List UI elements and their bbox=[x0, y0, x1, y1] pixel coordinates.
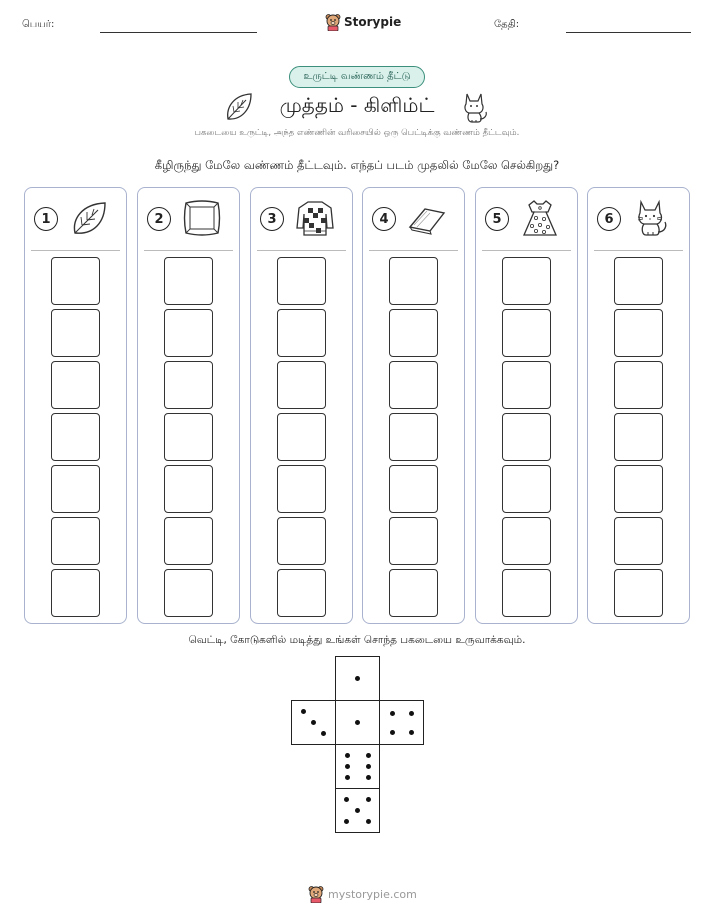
dice-dot bbox=[345, 775, 350, 780]
color-box[interactable] bbox=[51, 413, 100, 461]
column-number: 5 bbox=[485, 207, 509, 231]
color-box[interactable] bbox=[614, 413, 663, 461]
color-box[interactable] bbox=[502, 517, 551, 565]
column-6 bbox=[587, 187, 690, 624]
color-box[interactable] bbox=[277, 517, 326, 565]
color-box[interactable] bbox=[51, 309, 100, 357]
color-box[interactable] bbox=[389, 413, 438, 461]
color-box[interactable] bbox=[164, 413, 213, 461]
dice-dot bbox=[366, 764, 371, 769]
color-box[interactable] bbox=[164, 465, 213, 513]
color-box[interactable] bbox=[277, 257, 326, 305]
dice-dot bbox=[355, 720, 360, 725]
color-box[interactable] bbox=[614, 309, 663, 357]
column-divider bbox=[369, 250, 458, 251]
color-box[interactable] bbox=[277, 309, 326, 357]
color-box[interactable] bbox=[502, 569, 551, 617]
dice-dot bbox=[345, 753, 350, 758]
dice-dot bbox=[344, 797, 349, 802]
color-box[interactable] bbox=[51, 569, 100, 617]
color-box[interactable] bbox=[164, 569, 213, 617]
column-divider bbox=[594, 250, 683, 251]
dice-face-6 bbox=[335, 744, 380, 789]
color-box[interactable] bbox=[164, 257, 213, 305]
column-4 bbox=[362, 187, 465, 624]
dice-dot bbox=[409, 730, 414, 735]
color-box[interactable] bbox=[502, 361, 551, 409]
dice-dot bbox=[321, 731, 326, 736]
page-title: முத்தம் - கிளிம்ட் bbox=[279, 93, 435, 117]
column-3 bbox=[250, 187, 353, 624]
color-box[interactable] bbox=[614, 517, 663, 565]
dice-face-1 bbox=[335, 700, 380, 745]
column-number: 2 bbox=[147, 207, 171, 231]
column-number: 3 bbox=[260, 207, 284, 231]
sweater-icon bbox=[295, 198, 335, 238]
color-box[interactable] bbox=[389, 517, 438, 565]
leaf-icon bbox=[69, 198, 109, 238]
cat-icon bbox=[632, 198, 672, 238]
date-line bbox=[566, 32, 691, 33]
dice-dot bbox=[390, 730, 395, 735]
color-box[interactable] bbox=[389, 465, 438, 513]
color-box[interactable] bbox=[51, 517, 100, 565]
cut-instruction: வெட்டி, கோடுகளில் மடித்து உங்கள் சொந்த பகடையை உருவாக்கவும். bbox=[188, 634, 526, 646]
dice-dot bbox=[355, 808, 360, 813]
column-divider bbox=[144, 250, 233, 251]
color-box[interactable] bbox=[502, 413, 551, 461]
dice-dot bbox=[366, 819, 371, 824]
dice-dot bbox=[366, 753, 371, 758]
dice-face-4 bbox=[379, 700, 424, 745]
column-2 bbox=[137, 187, 240, 624]
bear-icon bbox=[325, 13, 341, 31]
dice-dot bbox=[366, 797, 371, 802]
column-divider bbox=[31, 250, 120, 251]
pillow-icon bbox=[182, 198, 222, 238]
title-row bbox=[0, 88, 714, 126]
footer-url: mystorypie.com bbox=[328, 887, 417, 901]
color-box[interactable] bbox=[389, 361, 438, 409]
column-divider bbox=[257, 250, 346, 251]
activity-badge: உருட்டி வண்ணம் தீட்டு bbox=[289, 66, 425, 88]
color-box[interactable] bbox=[51, 465, 100, 513]
brand-name: Storypie bbox=[344, 15, 402, 29]
color-box[interactable] bbox=[614, 465, 663, 513]
color-box[interactable] bbox=[51, 361, 100, 409]
dice-dot bbox=[301, 709, 306, 714]
color-box[interactable] bbox=[389, 569, 438, 617]
cat-icon bbox=[460, 90, 490, 124]
dice-dot bbox=[355, 676, 360, 681]
color-box[interactable] bbox=[502, 257, 551, 305]
bear-icon bbox=[308, 885, 324, 903]
color-box[interactable] bbox=[614, 361, 663, 409]
dice-dot bbox=[366, 775, 371, 780]
column-divider bbox=[482, 250, 571, 251]
name-line bbox=[100, 32, 257, 33]
date-label: தேதி: bbox=[494, 19, 520, 30]
color-box[interactable] bbox=[389, 309, 438, 357]
column-number: 6 bbox=[597, 207, 621, 231]
color-box[interactable] bbox=[389, 257, 438, 305]
dice-dot bbox=[409, 711, 414, 716]
color-box[interactable] bbox=[164, 309, 213, 357]
dice-dot bbox=[311, 720, 316, 725]
color-box[interactable] bbox=[502, 309, 551, 357]
dice-dot bbox=[344, 819, 349, 824]
dice-face-5 bbox=[335, 788, 380, 833]
instructions: பகடையை உருட்டி, அந்த எண்ணின் வரிசையில் ஒரு பெட்டிக்கு வண்ணம் தீட்டவும். bbox=[194, 128, 520, 138]
dice-dot bbox=[390, 711, 395, 716]
column-5 bbox=[475, 187, 578, 624]
dice-face-1 bbox=[335, 656, 380, 701]
dice-face-3 bbox=[291, 700, 336, 745]
color-box[interactable] bbox=[502, 465, 551, 513]
brand-logo bbox=[325, 12, 401, 32]
color-box[interactable] bbox=[51, 257, 100, 305]
color-box[interactable] bbox=[277, 465, 326, 513]
footer bbox=[308, 885, 417, 903]
color-box[interactable] bbox=[277, 569, 326, 617]
color-box[interactable] bbox=[164, 517, 213, 565]
column-number: 1 bbox=[34, 207, 58, 231]
color-box[interactable] bbox=[277, 361, 326, 409]
column-number: 4 bbox=[372, 207, 396, 231]
color-box[interactable] bbox=[277, 413, 326, 461]
column-1 bbox=[24, 187, 127, 624]
dice-dot bbox=[345, 764, 350, 769]
name-label: பெயர்: bbox=[22, 19, 55, 30]
blanket-icon bbox=[407, 198, 447, 238]
dress-icon bbox=[520, 198, 560, 238]
question: கீழிருந்து மேலே வண்ணம் தீட்டவும். எந்தப் படம் முதலில் மேலே செல்கிறது? bbox=[154, 158, 560, 172]
color-box[interactable] bbox=[614, 257, 663, 305]
color-box[interactable] bbox=[614, 569, 663, 617]
color-box[interactable] bbox=[164, 361, 213, 409]
